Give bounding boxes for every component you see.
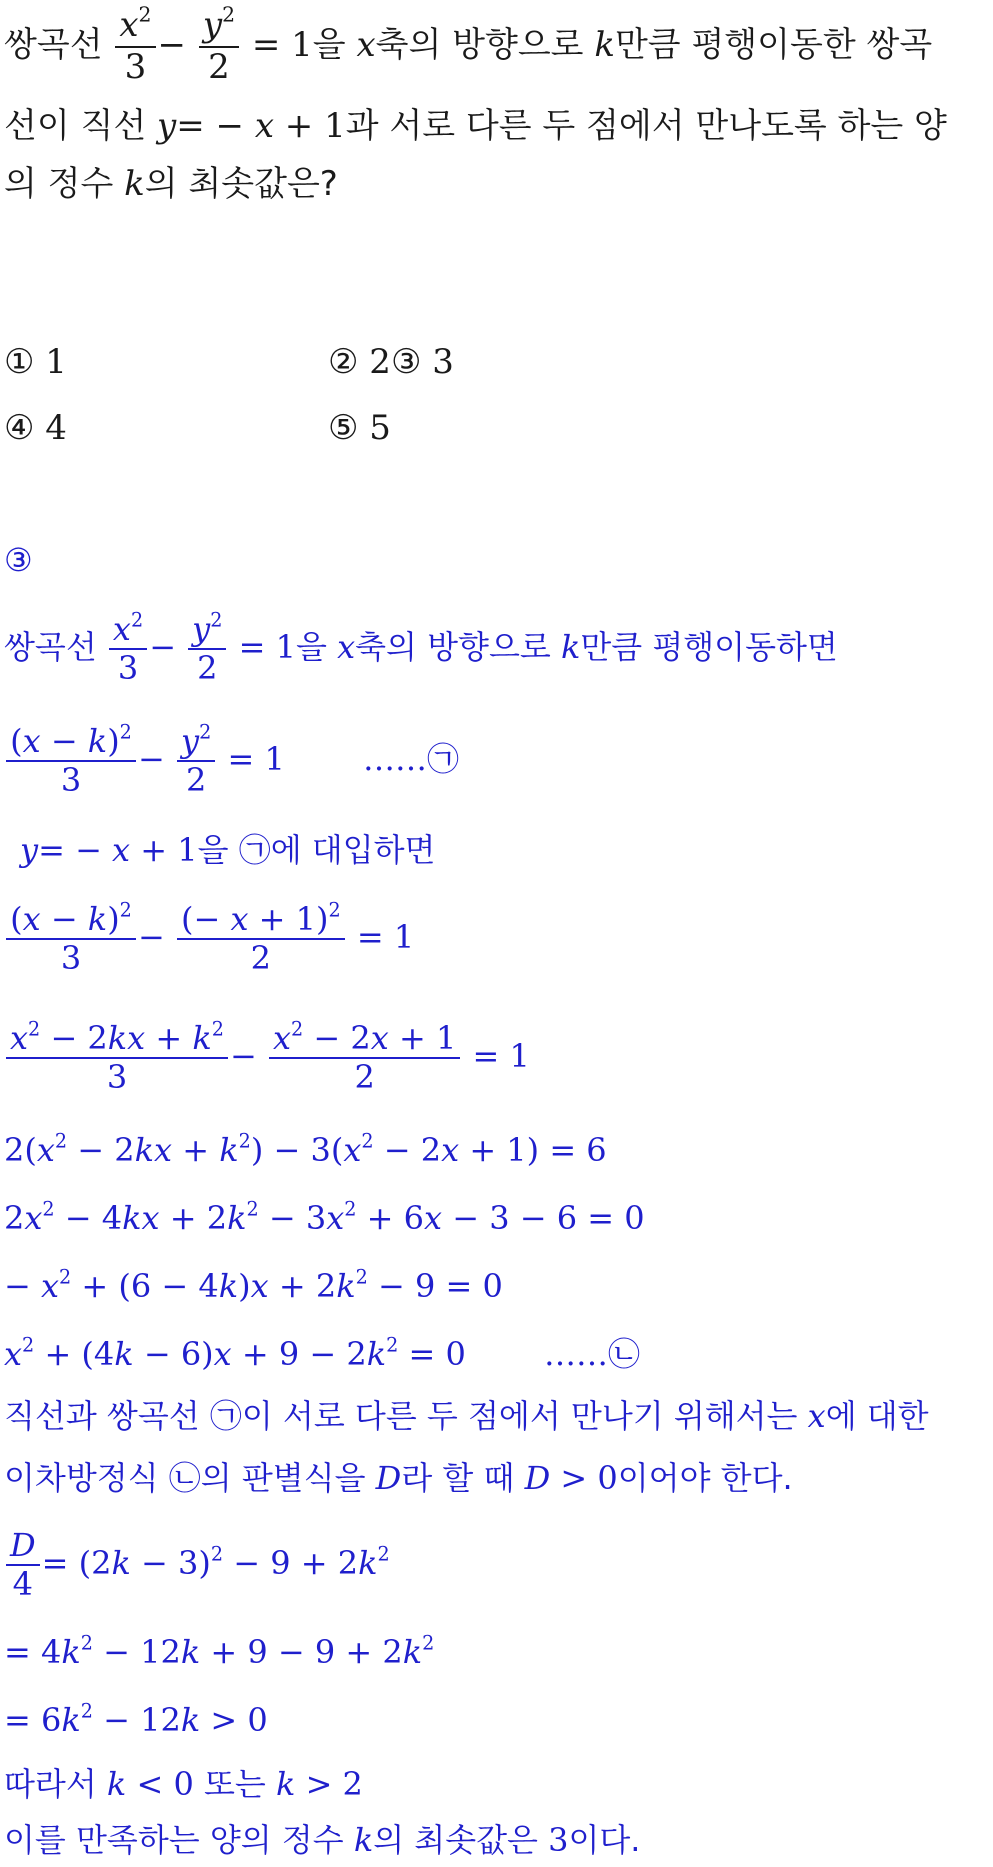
- fraction-y2-over-2: $\frac{y^2}{2}$: [199, 6, 239, 86]
- choice-value: 5: [369, 408, 391, 448]
- solution-line-15: 따라서 k < 0 또는 k > 2: [4, 1765, 363, 1803]
- solution-text: 또는: [204, 1765, 266, 1803]
- solution-line-14: = $6k^2 - 12k > 0$: [4, 1699, 268, 1739]
- equation-label: ㉡: [608, 1335, 641, 1373]
- choice-4[interactable]: [4, 408, 67, 448]
- solution-line-5: $\frac{x^2 - 2kx + k^2}{3}$ − $\frac{x^2 - 2x + 1}{2}$ = 1: [4, 1008, 530, 1104]
- ellipsis: ……: [362, 740, 427, 778]
- ellipsis: ……: [544, 1335, 609, 1373]
- answer-mark: ③: [4, 541, 33, 579]
- solution-text: 만큼 평행이동하면: [580, 628, 838, 666]
- solution-text: 의 판별식을: [200, 1459, 366, 1497]
- question-text: 만큼 평행이동한 쌍곡: [614, 25, 933, 65]
- solution-text: 에 대입하면: [270, 831, 436, 869]
- question-text: 의 최솟값은?: [144, 164, 338, 204]
- equation-label: ㉠: [426, 740, 459, 778]
- question-text: 과 서로 다른 두 점에서 만나도록 하는 양: [345, 106, 947, 146]
- solution-text: 이를 만족하는 양의 정수: [4, 1821, 344, 1859]
- solution-text: 라 할 때: [401, 1459, 515, 1497]
- solution-line-4: $\frac{(x - k)^2}{3}$ − $\frac{(- x + 1)^2}{2}$ = 1: [4, 892, 414, 982]
- choice-1[interactable]: [4, 342, 67, 382]
- solution-line-7: $2x^2 - 4kx + 2k^2 - 3x^2 + 6x - 3 - 6 = 0$: [4, 1197, 645, 1237]
- solution-line-10: 직선과 쌍곡선 ㉠이 서로 다른 두 점에서 만나기 위해서는 x에 대한: [4, 1397, 929, 1435]
- solution-line-13: = $4k^2 - 12k + 9 - 9 + 2k^2$: [4, 1631, 435, 1671]
- solution-text: 을: [295, 628, 327, 666]
- question-line-3: 의 정수 k의 최솟값은?: [4, 164, 338, 204]
- solution-text: 에 대한: [825, 1397, 929, 1435]
- question-text: 쌍곡선: [4, 25, 103, 65]
- solution-line-11: 이차방정식 ㉡의 판별식을 D라 할 때 D > 0이어야 한다.: [4, 1459, 793, 1497]
- solution-line-6: $2(x^2 - 2kx + k^2) - 3(x^2 - 2x + 1) = 6$: [4, 1129, 607, 1169]
- choice-value: 3: [432, 342, 454, 382]
- question-line-1: 쌍곡선 $\frac{x^2}{3}$ − $\frac{y^2}{2}$ = 1을 x축의 방향으로 k만큼 평행이동한 쌍곡: [4, 3, 933, 87]
- choice-mark: ②: [328, 342, 359, 382]
- solution-text: 이 서로 다른 두 점에서 만나기 위해서는: [241, 1397, 798, 1435]
- choice-value: 1: [45, 342, 67, 382]
- solution-line-12: $\frac{D}{4}$ = $(2k - 3)^2 - 9 + 2k^2$: [4, 1516, 390, 1610]
- solution-line-3: y= − x + 1을 ㉠에 대입하면: [20, 831, 436, 869]
- solution-text: 이다.: [568, 1821, 641, 1859]
- fraction-x2-over-3: $\frac{x^2}{3}$: [115, 6, 155, 86]
- question-text: 축의 방향으로: [375, 25, 584, 65]
- equation-label: ㉡: [168, 1459, 201, 1497]
- equation-label: ㉠: [209, 1397, 242, 1435]
- solution-line-9: $x^2 + (4k - 6)x + 9 - 2k^2 = 0$ ……㉡: [4, 1333, 641, 1373]
- solution-line-16: 이를 만족하는 양의 정수 k의 최솟값은 3이다.: [4, 1821, 641, 1859]
- solution-text: 의 최솟값은: [373, 1821, 538, 1859]
- solution-text: 직선과 쌍곡선: [4, 1397, 200, 1435]
- solution-text: 따라서: [4, 1765, 97, 1803]
- solution-text: 이차방정식: [4, 1459, 159, 1497]
- choice-2[interactable]: [328, 342, 454, 382]
- choice-mark: ⑤: [328, 408, 359, 448]
- question-text: 선이 직선: [4, 106, 147, 146]
- choice-mark: ③: [390, 342, 422, 382]
- question-text: 을: [312, 25, 346, 65]
- solution-line-2: $\frac{(x - k)^2}{3}$ − $\frac{y^2}{2}$ = 1 ……㉠: [4, 714, 459, 804]
- solution-text: 이어야 한다.: [617, 1459, 793, 1497]
- solution-text: 쌍곡선: [4, 628, 97, 666]
- choice-value: 4: [45, 408, 67, 448]
- choice-5[interactable]: [328, 408, 391, 448]
- question-text: 의 정수: [4, 164, 114, 204]
- solution-line-1: 쌍곡선 $\frac{x^2}{3}$ − $\frac{y^2}{2}$ = 1을 x축의 방향으로 k만큼 평행이동하면: [4, 608, 838, 687]
- equation-label: ㉠: [238, 831, 271, 869]
- solution-text: 축의 방향으로: [355, 628, 551, 666]
- choice-mark: ①: [4, 342, 35, 382]
- choice-mark: ④: [4, 408, 35, 448]
- solution-line-8: − $x^2 + (6 - 4k)x + 2k^2 - 9 = 0$: [4, 1265, 503, 1305]
- question-line-2: 선이 직선 y= − x + 1과 서로 다른 두 점에서 만나도록 하는 양: [4, 106, 947, 146]
- choice-value: 2: [369, 342, 391, 382]
